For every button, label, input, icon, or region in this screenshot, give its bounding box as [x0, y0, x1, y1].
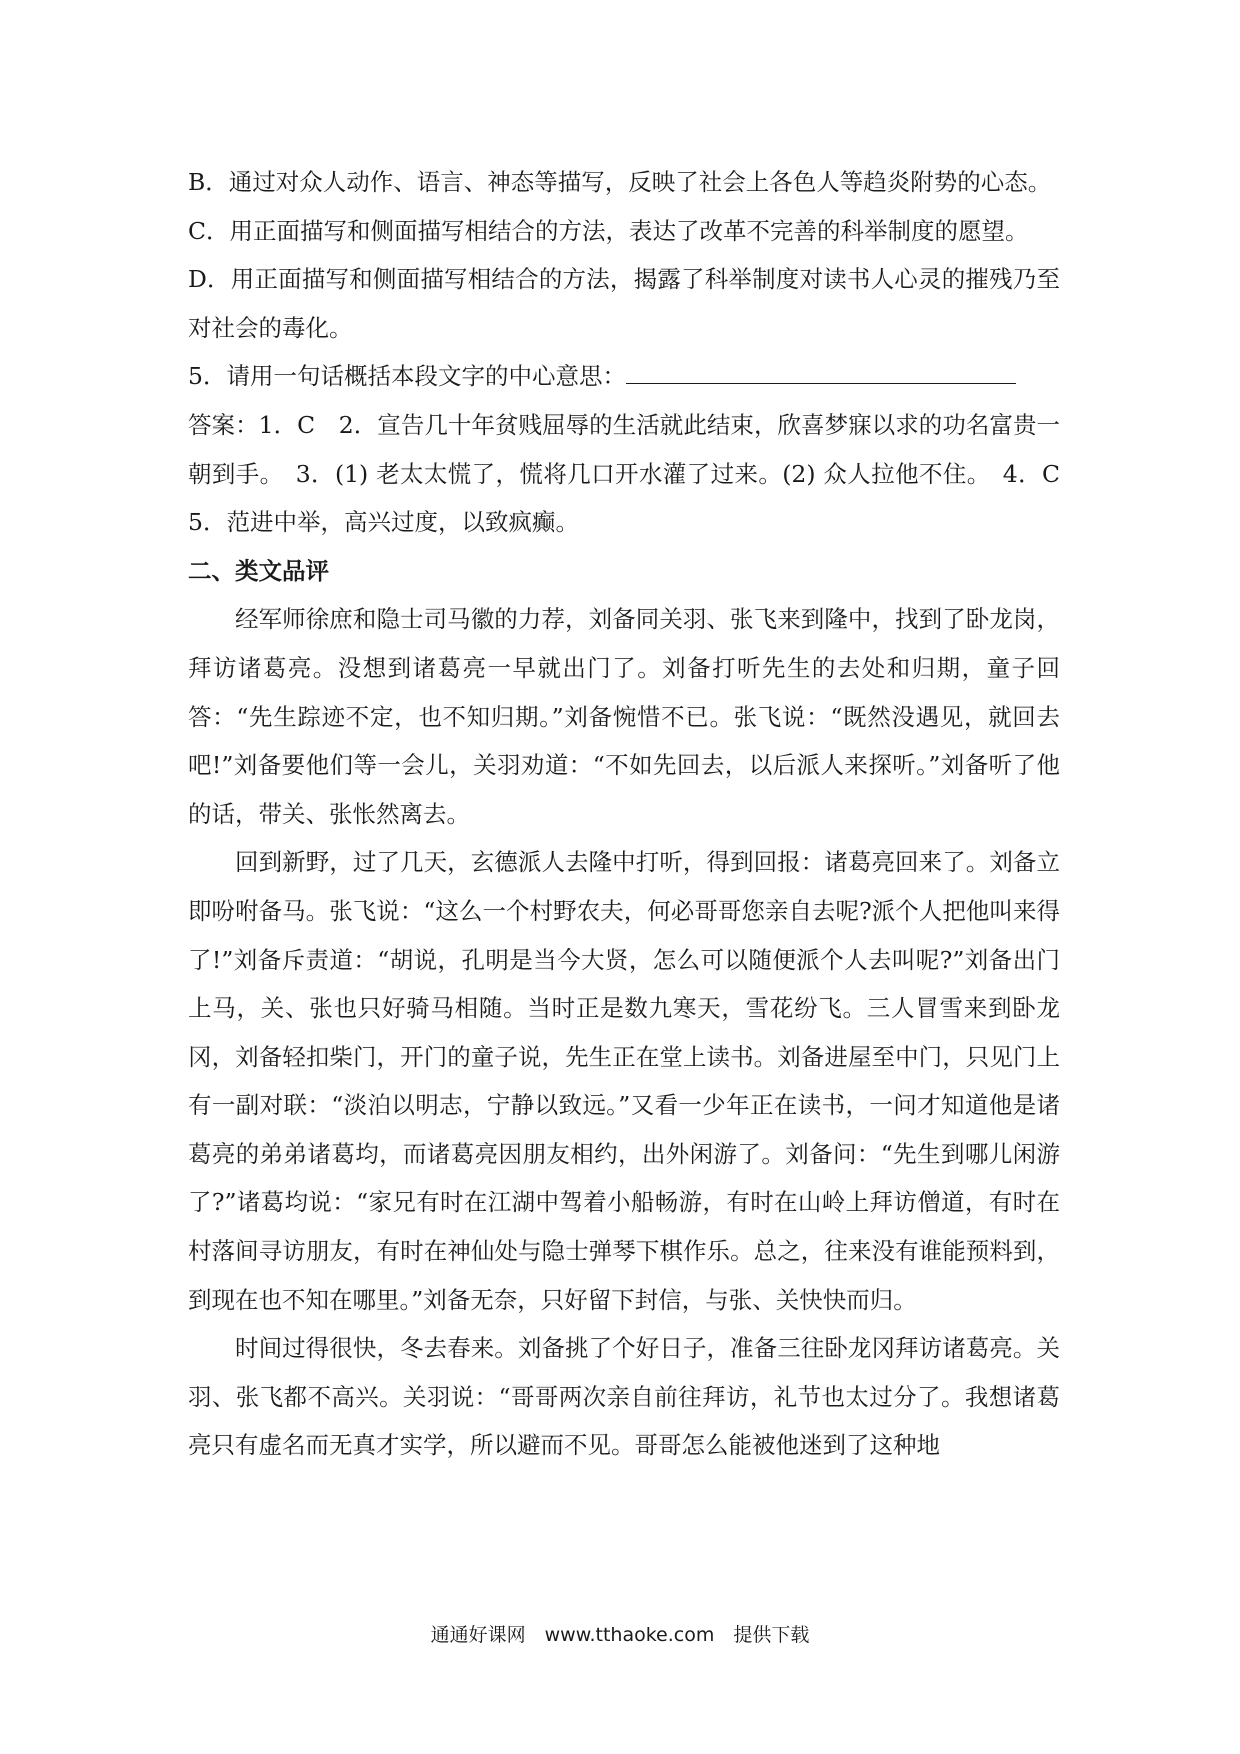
answer-key: 答案：1．C 2．宣告几十年贫贱屈辱的生活就此结束，欣喜梦寐以求的功名富贵一朝到手。 3．(1) 老太太慌了，慌将几口开水灌了过来。(2) 众人拉他不住。 4．C 5．范进中举，高兴过度，以致疯癫。	[188, 410, 1084, 537]
question-5	[188, 352, 1060, 401]
section-heading: 二、类文品评	[188, 556, 329, 585]
option-b: B．通过对众人动作、语言、神态等描写，反映了社会上各色人等趋炎附势的心态。	[188, 168, 1052, 196]
option-d: D．用正面描写和侧面描写相结合的方法，揭露了科举制度对读书人心灵的摧残乃至对社会的毒化。	[188, 265, 1060, 342]
article-paragraph-1: 经军师徐庶和隐士司马徽的力荐，刘备同关羽、张飞来到隆中，找到了卧龙岗，拜访诸葛亮。没想到诸葛亮一早就出门了。刘备打听先生的去处和归期，童子回答：“先生踪迹不定，也不知归期。”刘备惋惜不已。张飞说：“既然没遇见，就回去吧!”刘备要他们等一会儿，关羽劝道：“不如先回去，以后派人来探听。”刘备听了他的话，带关、张怅然离去。	[188, 605, 1060, 828]
question-5-text: 5．请用一句话概括本段文字的中心意思：	[188, 362, 626, 391]
answer-blank	[626, 353, 1016, 384]
option-c: C．用正面描写和侧面描写相结合的方法，表达了改革不完善的科举制度的愿望。	[188, 216, 1029, 245]
page-footer: 通通好课网 www.tthaoke.com 提供下载	[430, 1624, 810, 1646]
page-content	[188, 158, 1084, 1470]
article-paragraph-2: 回到新野，过了几天，玄德派人去隆中打听，得到回报：诸葛亮回来了。刘备立即吩咐备马。张飞说：“这么一个村野农夫，何必哥哥您亲自去呢?派个人把他叫来得了!”刘备斥责道：“胡说，孔明是当今大贤，怎么可以随便派个人去叫呢?”刘备出门上马，关、张也只好骑马相随。当时正是数九寒天，雪花纷飞。三人冒雪来到卧龙冈，刘备轻扣柴门，开门的童子说，先生正在堂上读书。刘备进屋至中门，只见门上有一副对联：“淡泊以明志，宁静以致远。”又看一少年正在读书，一问才知道他是诸葛亮的弟弟诸葛均，而诸葛亮因朋友相约，出外闲游了。刘备问：“先生到哪儿闲游了?”诸葛均说：“家兄有时在江湖中驾着小船畅游，有时在山岭上拜访僧道，有时在村落间寻访朋友，有时在神仙处与隐士弹琴下棋作乐。总之，往来没有谁能预料到，到现在也不知在哪里。”刘备无奈，只好留下封信，与张、关快快而归。	[188, 848, 1060, 1314]
article-paragraph-3: 时间过得很快，冬去春来。刘备挑了个好日子，准备三往卧龙冈拜访诸葛亮。关羽、张飞都不高兴。关羽说：“哥哥两次亲自前往拜访，礼节也太过分了。我想诸葛亮只有虚名而无真才实学，所以避而不见。哥哥怎么能被他迷到了这种地	[188, 1334, 1060, 1460]
